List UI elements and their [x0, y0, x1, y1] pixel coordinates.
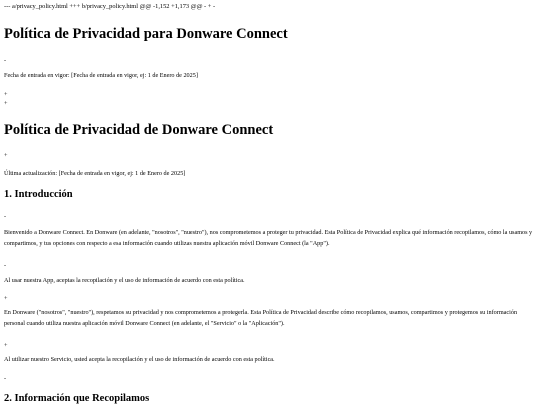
- section-heading-information: 2. Información que Recopilamos: [4, 393, 150, 404]
- intro-paragraph-new: En Donware ("nosotros", "nuestro"), respetamos su privacidad y nos comprometemos a protegerla. Esta Política de Privacidad describe cómo recopilamos, usamos, compartimos y protegemos su información personal cuando utiliza nuestra aplicación móvil Donware Connect (en adelante, el "Servicio" o la "Aplicación").: [4, 309, 518, 328]
- diff-marker-added: +: [4, 91, 8, 98]
- diff-document: [4, 0, 536, 405]
- acceptance-paragraph-old: Al usar nuestra App, aceptas la recopilación y el uso de información de acuerdo con esta política.: [4, 277, 245, 284]
- effective-date-line: Fecha de entrada en vigor: [Fecha de entrada en vigor, ej: 1 de Enero de 2025]: [4, 72, 198, 79]
- diff-header: --- a/privacy_policy.html +++ b/privacy_policy.html @@ -1,152 +1,173 @@ - + -: [4, 3, 216, 10]
- last-update-line: Última actualización: [Fecha de entrada en vigor, ej: 1 de Enero de 2025]: [4, 170, 186, 177]
- diff-marker-added: +: [4, 342, 8, 349]
- diff-marker-added: +: [4, 100, 8, 107]
- diff-marker-removed: -: [4, 262, 7, 269]
- diff-marker-removed: -: [4, 57, 7, 64]
- diff-marker-added: +: [4, 152, 8, 159]
- page-title-new: Política de Privacidad de Donware Connect: [4, 122, 274, 138]
- acceptance-paragraph-new: Al utilizar nuestro Servicio, usted acepta la recopilación y el uso de información de acuerdo con esta política.: [4, 356, 275, 363]
- diff-marker-added: +: [4, 295, 8, 302]
- diff-marker-removed: -: [4, 213, 7, 220]
- page-title-old: Política de Privacidad para Donware Connect: [4, 26, 288, 42]
- diff-marker-removed: -: [4, 375, 7, 382]
- intro-paragraph-old: Bienvenido a Donware Connect. En Donware (en adelante, "nosotros", "nuestro"), nos comprometemos a proteger tu privacidad. Esta Política de Privacidad explica qué información recopilamos, cómo la usamos y compartimos, y tus opciones con respecto a esa información cuando utilizas nuestra aplicación móvil Donware Connect (la "App").: [4, 229, 533, 248]
- section-heading-introduction: 1. Introducción: [4, 189, 73, 200]
